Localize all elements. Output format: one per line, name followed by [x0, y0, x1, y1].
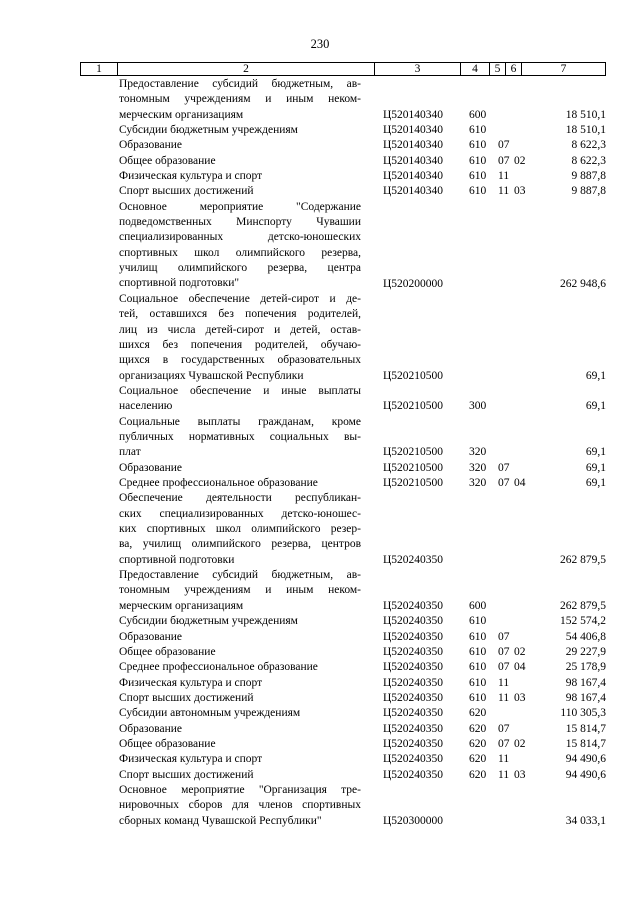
row-type: 620	[469, 722, 487, 735]
description-line: Образование	[119, 630, 183, 643]
description-line: населению	[119, 400, 173, 413]
description-line: Обеспечение деятельности республикан-	[119, 492, 361, 505]
row-code: Ц520240350	[383, 737, 444, 750]
description-line: мерческим организациям	[119, 599, 244, 612]
description-line: тономным учреждениям и иным неком-	[119, 584, 361, 597]
row-type: 300	[469, 400, 487, 413]
table-row	[0, 461, 640, 476]
row-amount: 15 814,7	[565, 722, 606, 735]
row-type: 620	[469, 768, 487, 781]
header-col-7: 7	[560, 63, 567, 75]
row-code: Ц520140340	[383, 108, 444, 121]
table-row	[0, 630, 640, 645]
header-col-2: 2	[118, 63, 375, 75]
row-type: 620	[469, 753, 487, 766]
row-code: Ц520200000	[383, 277, 444, 290]
row-description	[119, 630, 361, 645]
description-line: Образование	[119, 461, 183, 474]
header-col-3: 3	[375, 63, 461, 75]
row-code: Ц520240350	[383, 691, 444, 704]
description-line: Спорт высших достижений	[119, 768, 254, 781]
description-line: Социальное обеспечение и иные выплаты	[119, 384, 361, 397]
row-amount: 25 178,9	[565, 661, 606, 674]
row-amount: 54 406,8	[565, 630, 606, 643]
header-col-5: 5	[490, 63, 506, 75]
row-code: Ц520240350	[383, 661, 444, 674]
table-row	[0, 614, 640, 629]
row-type: 320	[469, 477, 487, 490]
row-code: Ц520210500	[383, 461, 444, 474]
row-type: 610	[469, 185, 487, 198]
row-code: Ц520140340	[383, 185, 444, 198]
table-row	[0, 768, 640, 783]
row-type: 610	[469, 630, 487, 643]
row-description	[119, 676, 361, 691]
row-code: Ц520240350	[383, 553, 444, 566]
row-description	[119, 783, 361, 829]
description-line: Социальные выплаты гражданам, кроме	[119, 415, 361, 428]
table-row	[0, 138, 640, 153]
row-amount: 98 167,4	[565, 676, 606, 689]
row-type: 600	[469, 108, 487, 121]
row-amount: 18 510,1	[565, 124, 606, 137]
row-description	[119, 292, 361, 384]
row-section: 07	[498, 630, 510, 643]
table-row	[0, 783, 640, 829]
table-row	[0, 752, 640, 767]
row-section: 11	[498, 676, 510, 689]
row-section: 07	[498, 154, 510, 167]
description-line: щихся в государственных образовательных	[119, 354, 361, 367]
description-line: училищ олимпийского резерва, центра	[119, 262, 361, 275]
description-line: спортивной подготовки	[119, 553, 235, 566]
table-header	[80, 62, 606, 76]
row-amount: 262 879,5	[560, 599, 606, 612]
row-code: Ц520240350	[383, 707, 444, 720]
description-line: Спорт высших достижений	[119, 691, 254, 704]
description-line: Общее образование	[119, 645, 216, 658]
description-line: ва, училищ олимпийского резерва, центров	[119, 538, 361, 551]
row-amount: 69,1	[585, 369, 606, 382]
row-type: 620	[469, 737, 487, 750]
row-amount: 98 167,4	[565, 691, 606, 704]
row-description	[119, 491, 361, 568]
row-amount: 94 490,6	[565, 768, 606, 781]
row-type: 610	[469, 645, 487, 658]
row-description	[119, 200, 361, 292]
table-row	[0, 184, 640, 199]
row-subsection: 03	[514, 185, 526, 198]
row-code: Ц520210500	[383, 369, 444, 382]
row-amount: 8 622,3	[571, 139, 606, 152]
table-row	[0, 691, 640, 706]
description-line: публичных нормативных социальных вы-	[119, 430, 361, 443]
table-row	[0, 200, 640, 292]
row-description	[119, 123, 361, 138]
row-section: 11	[498, 185, 510, 198]
row-description	[119, 138, 361, 153]
row-code: Ц520140340	[383, 139, 444, 152]
row-type: 610	[469, 124, 487, 137]
table-row	[0, 645, 640, 660]
row-description	[119, 568, 361, 614]
row-code: Ц520240350	[383, 768, 444, 781]
row-code: Ц520210500	[383, 446, 444, 459]
table-row	[0, 476, 640, 491]
row-subsection: 02	[514, 154, 526, 167]
row-code: Ц520240350	[383, 753, 444, 766]
row-type: 610	[469, 676, 487, 689]
table-row	[0, 676, 640, 691]
row-code: Ц520300000	[383, 814, 444, 827]
row-description	[119, 154, 361, 169]
description-line: тей, оставшихся без попечения родителей,	[119, 308, 361, 321]
row-type: 610	[469, 154, 487, 167]
row-description	[119, 691, 361, 706]
description-line: Физическая культура и спорт	[119, 676, 263, 689]
row-code: Ц520240350	[383, 722, 444, 735]
row-description	[119, 614, 361, 629]
row-amount: 34 033,1	[565, 814, 606, 827]
description-line: Социальное обеспечение детей-сирот и де-	[119, 292, 361, 305]
row-description	[119, 768, 361, 783]
description-line: Субсидии бюджетным учреждениям	[119, 615, 298, 628]
description-line: спортивных школ олимпийского резерва,	[119, 246, 361, 259]
row-amount: 152 574,2	[560, 615, 606, 628]
row-amount: 9 887,8	[571, 170, 606, 183]
description-line: Основное мероприятие "Содержание	[119, 200, 361, 213]
description-line: Образование	[119, 139, 183, 152]
table-row	[0, 123, 640, 138]
header-col-4: 4	[461, 63, 490, 75]
row-code: Ц520240350	[383, 630, 444, 643]
description-line: Физическая культура и спорт	[119, 170, 263, 183]
description-line: Предоставление субсидий бюджетным, ав-	[119, 78, 361, 90]
description-line: Среднее профессиональное образование	[119, 661, 318, 674]
row-code: Ц520140340	[383, 170, 444, 183]
row-description	[119, 77, 361, 123]
table-row	[0, 737, 640, 752]
table-row	[0, 292, 640, 384]
row-section: 07	[498, 139, 510, 152]
row-section: 07	[498, 722, 510, 735]
row-code: Ц520240350	[383, 645, 444, 658]
description-line: Физическая культура и спорт	[119, 753, 263, 766]
table-row	[0, 722, 640, 737]
description-line: мерческим организациям	[119, 108, 244, 121]
row-amount: 9 887,8	[571, 185, 606, 198]
row-type: 610	[469, 615, 487, 628]
row-section: 07	[498, 461, 510, 474]
row-amount: 29 227,9	[565, 645, 606, 658]
row-section: 11	[498, 768, 510, 781]
page-number: 230	[310, 37, 330, 51]
budget-table-body	[0, 77, 640, 829]
row-description	[119, 184, 361, 199]
row-section: 07	[498, 645, 510, 658]
description-line: Основное мероприятие "Организация тре-	[119, 783, 361, 796]
table-row	[0, 415, 640, 461]
description-line: Субсидии бюджетным учреждениям	[119, 124, 298, 137]
description-line: плат	[119, 446, 141, 459]
row-amount: 8 622,3	[571, 154, 606, 167]
row-description	[119, 752, 361, 767]
row-description	[119, 706, 361, 721]
row-description	[119, 722, 361, 737]
row-description	[119, 660, 361, 675]
table-row	[0, 77, 640, 123]
header-col-1: 1	[81, 63, 118, 75]
row-code: Ц520240350	[383, 676, 444, 689]
row-code: Ц520240350	[383, 615, 444, 628]
row-type: 600	[469, 599, 487, 612]
description-line: Образование	[119, 722, 183, 735]
description-line: Среднее профессиональное образование	[119, 477, 318, 490]
row-description	[119, 169, 361, 184]
description-line: специализированных детско-юношеских	[119, 231, 361, 244]
row-amount: 69,1	[585, 477, 606, 490]
row-amount: 69,1	[585, 400, 606, 413]
row-code: Ц520140340	[383, 124, 444, 137]
table-row	[0, 154, 640, 169]
description-line: ких спортивных школ олимпийского резер-	[119, 523, 361, 536]
description-line: Общее образование	[119, 154, 216, 167]
row-subsection: 02	[514, 645, 526, 658]
description-line: ских специализированных детско-юношес-	[119, 507, 361, 520]
table-row	[0, 169, 640, 184]
description-line: Субсидии автономным учреждениям	[119, 707, 301, 720]
description-line: лиц из числа детей-сирот и детей, остав-	[119, 323, 361, 336]
table-row	[0, 660, 640, 675]
row-section: 07	[498, 661, 510, 674]
description-line: нировочных сборов для членов спортивных	[119, 799, 361, 812]
header-col-6: 6	[506, 63, 522, 75]
row-amount: 262 879,5	[560, 553, 606, 566]
description-line: спортивной подготовки"	[119, 277, 240, 290]
row-type: 620	[469, 707, 487, 720]
row-description	[119, 645, 361, 660]
row-section: 07	[498, 477, 510, 490]
row-section: 07	[498, 737, 510, 750]
row-subsection: 04	[514, 477, 526, 490]
row-section: 11	[498, 170, 510, 183]
row-type: 320	[469, 446, 487, 459]
table-row	[0, 491, 640, 568]
row-description	[119, 461, 361, 476]
description-line: подведомственных Минспорту Чувашии	[119, 216, 361, 229]
description-line: Спорт высших достижений	[119, 185, 254, 198]
table-row	[0, 384, 640, 415]
row-type: 320	[469, 461, 487, 474]
row-section: 11	[498, 753, 510, 766]
row-subsection: 02	[514, 737, 526, 750]
row-amount: 94 490,6	[565, 753, 606, 766]
row-subsection: 04	[514, 661, 526, 674]
row-description	[119, 476, 361, 491]
row-code: Ц520210500	[383, 400, 444, 413]
description-line: шихся без попечения родителей, обучаю-	[119, 338, 361, 351]
description-line: Предоставление субсидий бюджетным, ав-	[119, 569, 361, 582]
row-amount: 69,1	[585, 446, 606, 459]
description-line: тономным учреждениям и иным неком-	[119, 93, 361, 106]
row-amount: 110 305,3	[560, 707, 606, 720]
row-code: Ц520210500	[383, 477, 444, 490]
row-description	[119, 415, 361, 461]
description-line: Общее образование	[119, 737, 216, 750]
description-line: сборных команд Чувашской Республики"	[119, 814, 322, 827]
row-subsection: 03	[514, 691, 526, 704]
row-amount: 18 510,1	[565, 108, 606, 121]
row-subsection: 03	[514, 768, 526, 781]
row-description	[119, 737, 361, 752]
row-type: 610	[469, 661, 487, 674]
row-amount: 262 948,6	[560, 277, 606, 290]
table-row	[0, 568, 640, 614]
row-type: 610	[469, 691, 487, 704]
row-amount: 15 814,7	[565, 737, 606, 750]
table-row	[0, 706, 640, 721]
description-line: организациях Чувашской Республики	[119, 369, 304, 382]
row-type: 610	[469, 170, 487, 183]
row-amount: 69,1	[585, 461, 606, 474]
row-code: Ц520140340	[383, 154, 444, 167]
row-type: 610	[469, 139, 487, 152]
row-description	[119, 384, 361, 415]
row-section: 11	[498, 691, 510, 704]
row-code: Ц520240350	[383, 599, 444, 612]
